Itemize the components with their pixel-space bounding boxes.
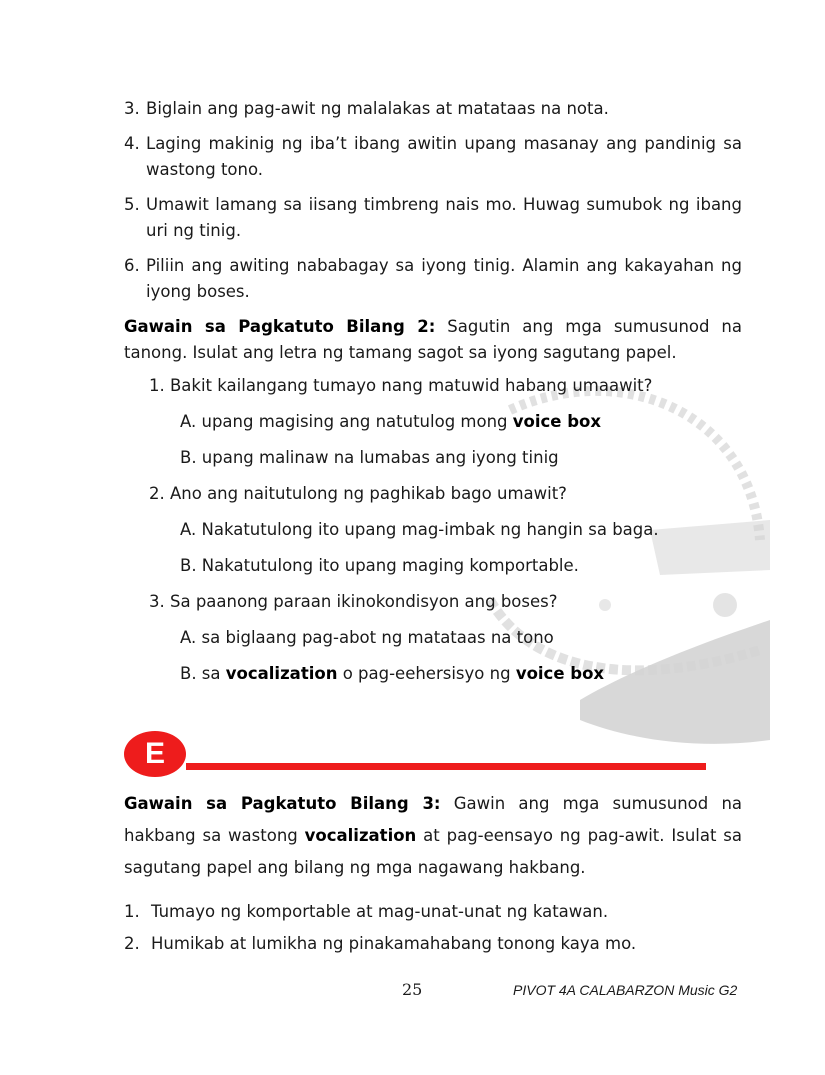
activity-2-title: Gawain sa Pagkatuto Bilang 2: xyxy=(124,317,436,336)
list-number: 5. xyxy=(124,195,140,214)
q3-option-b xyxy=(124,661,742,687)
q1-option-a xyxy=(124,409,742,435)
list-item xyxy=(124,131,742,183)
list-text: Umawit lamang sa iisang timbreng nais mo. Huwag sumubok ng ibang uri ng tinig. xyxy=(146,195,742,240)
footer-series: PIVOT 4A CALABARZON Music G2 xyxy=(513,982,738,998)
list-number: 2. xyxy=(124,934,140,953)
section-divider-bar xyxy=(186,763,706,770)
list-text: Tumayo ng komportable at mag-unat-unat ng katawan. xyxy=(151,902,609,921)
q2-option-b: B. Nakatutulong ito upang maging komportable. xyxy=(180,556,579,575)
activity-3-text: at pag-eensayo ng pag-awit. Isulat sa sagutang papel ang bilang ng mga nagawang hakbang. xyxy=(124,826,743,877)
list-item xyxy=(124,896,742,928)
question-2: 2. Ano ang naitutulong ng paghikab bago umawit? xyxy=(149,484,567,503)
list-item xyxy=(124,253,742,305)
list-number: 6. xyxy=(124,256,140,275)
option-text: B. sa xyxy=(180,664,226,683)
activity-2-text: Sagutin ang mga sumusunod na tanong. Isulat ang letra ng tamang sagot sa iyong sagutang papel. xyxy=(124,317,743,362)
main-content xyxy=(124,96,742,687)
q2-option-a: A. Nakatutulong ito upang mag-imbak ng hangin sa baga. xyxy=(180,520,659,539)
activity-3-text: Gawin ang mga sumusunod na hakbang sa wastong xyxy=(124,794,743,845)
list-item xyxy=(124,928,742,960)
q3-option-a: A. sa biglaang pag-abot ng matataas na tono xyxy=(180,628,554,647)
activity-3-content xyxy=(124,788,742,960)
activity-3-title: Gawain sa Pagkatuto Bilang 3: xyxy=(124,794,441,813)
q1-option-b: B. upang malinaw na lumabas ang iyong tinig xyxy=(180,448,559,467)
list-number: 3. xyxy=(124,99,140,118)
list-text: Laging makinig ng iba’t ibang awitin upang masanay ang pandinig sa wastong tono. xyxy=(146,134,742,179)
section-letter-badge: E xyxy=(124,731,186,777)
list-item xyxy=(124,192,742,244)
activity-2-instructions xyxy=(124,314,742,366)
option-text: A. upang magising ang natutulog mong xyxy=(180,412,513,431)
question-1: 1. Bakit kailangang tumayo nang matuwid habang umaawit? xyxy=(149,376,653,395)
list-number: 1. xyxy=(124,902,140,921)
option-text: o pag-eehersisyo ng xyxy=(337,664,516,683)
keyword: voice box xyxy=(512,412,602,431)
keyword: vocalization xyxy=(225,664,338,683)
section-e-header xyxy=(124,731,706,777)
list-number: 4. xyxy=(124,134,140,153)
list-text: Biglain ang pag-awit ng malalakas at matataas na nota. xyxy=(146,99,609,118)
activity-3-instructions xyxy=(124,788,742,884)
list-item xyxy=(124,96,742,122)
list-text: Humikab at lumikha ng pinakamahabang tonong kaya mo. xyxy=(151,934,637,953)
keyword: vocalization xyxy=(304,826,417,845)
question-3: 3. Sa paanong paraan ikinokondisyon ang boses? xyxy=(149,592,558,611)
list-text: Piliin ang awiting nababagay sa iyong tinig. Alamin ang kakayahan ng iyong boses. xyxy=(146,256,742,301)
keyword: voice box xyxy=(515,664,605,683)
page-number: 25 xyxy=(402,980,423,999)
